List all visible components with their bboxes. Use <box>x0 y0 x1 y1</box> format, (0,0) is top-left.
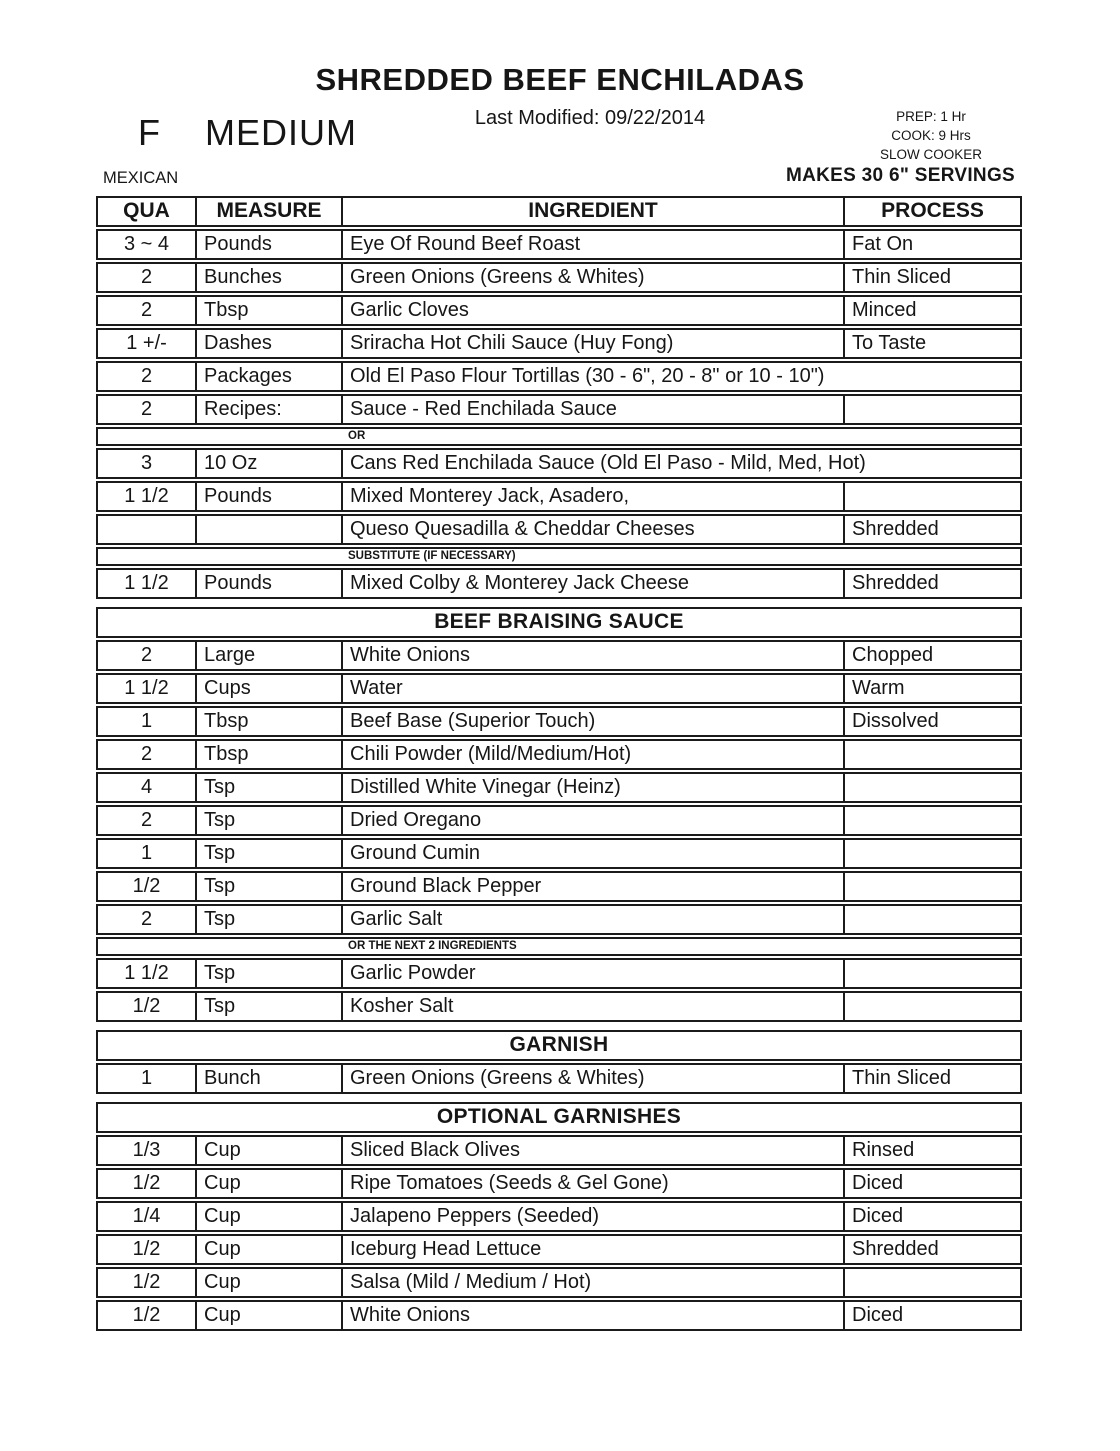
measure-cell: Bunches <box>197 264 343 291</box>
process-cell <box>843 906 1020 933</box>
ingredient-cell: Chili Powder (Mild/Medium/Hot) <box>350 743 632 765</box>
measure-cell: Tsp <box>197 993 343 1020</box>
qty-cell: 2 <box>98 264 197 291</box>
measure-cell <box>197 516 343 543</box>
measure-cell: Cup <box>197 1137 343 1164</box>
ingredient-cell: Distilled White Vinegar (Heinz) <box>350 776 621 798</box>
note-row <box>96 937 1022 956</box>
column-header-row <box>96 196 1022 227</box>
measure-cell: Tbsp <box>197 741 343 768</box>
section-title-row <box>96 1030 1022 1061</box>
qty-cell: 1 1/2 <box>98 675 197 702</box>
note-text: OR <box>348 430 366 442</box>
servings-label: MAKES 30 6" SERVINGS <box>785 165 1015 186</box>
table-row <box>96 361 1022 392</box>
table-row <box>96 328 1022 359</box>
process-cell: Diced <box>843 1170 1020 1197</box>
qty-cell: 1 1/2 <box>98 483 197 510</box>
ingredient-cell: Dried Oregano <box>350 809 482 831</box>
qty-cell: 1/2 <box>98 1170 197 1197</box>
qty-cell: 2 <box>98 363 197 390</box>
process-cell: Dissolved <box>843 708 1020 735</box>
table-row <box>96 262 1022 293</box>
qty-cell: 1 +/- <box>98 330 197 357</box>
table-row <box>96 394 1022 425</box>
process-cell: Diced <box>843 1203 1020 1230</box>
process-cell <box>843 807 1020 834</box>
table-row <box>96 229 1022 260</box>
cuisine-label: MEXICAN <box>103 169 179 187</box>
qty-cell: 1/2 <box>98 993 197 1020</box>
section-title-row <box>96 1102 1022 1133</box>
measure-cell: Tsp <box>197 807 343 834</box>
qty-cell: 3 ~ 4 <box>98 231 197 258</box>
table-section <box>96 196 1022 599</box>
process-cell <box>843 993 1020 1020</box>
qty-cell: 1 <box>98 840 197 867</box>
qty-cell <box>98 516 197 543</box>
process-cell: Fat On <box>843 231 1020 258</box>
table-row <box>96 838 1022 869</box>
table-row <box>96 805 1022 836</box>
section-title-row <box>96 607 1022 638</box>
ingredient-cell: Sliced Black Olives <box>350 1139 521 1161</box>
table-row <box>96 871 1022 902</box>
note-row <box>96 547 1022 566</box>
qty-cell: 1/2 <box>98 1269 197 1296</box>
ingredient-cell: Salsa (Mild / Medium / Hot) <box>350 1271 592 1293</box>
process-cell: To Taste <box>843 330 1020 357</box>
measure-cell: Pounds <box>197 570 343 597</box>
qty-cell: 2 <box>98 396 197 423</box>
process-cell: Shredded <box>843 1236 1020 1263</box>
cook-time: COOK: 9 Hrs <box>891 128 971 143</box>
ingredient-cell: Garlic Salt <box>350 908 443 930</box>
table-row <box>96 991 1022 1022</box>
measure-cell: 10 Oz <box>197 450 343 477</box>
measure-cell: Bunch <box>197 1065 343 1092</box>
ingredient-tables <box>96 196 1022 1339</box>
ingredient-cell: Iceburg Head Lettuce <box>350 1238 542 1260</box>
table-section <box>96 607 1022 1022</box>
recipe-grade: F <box>138 112 160 153</box>
ingredient-cell: Jalapeno Peppers (Seeded) <box>350 1205 600 1227</box>
column-header-measure: MEASURE <box>197 198 343 225</box>
ingredient-cell: Ground Cumin <box>350 842 481 864</box>
note-text: SUBSTITUTE (IF NECESSARY) <box>348 550 516 562</box>
table-row <box>96 1135 1022 1166</box>
note-row <box>96 427 1022 446</box>
ingredient-cell: Mixed Monterey Jack, Asadero, <box>350 485 630 507</box>
qty-cell: 2 <box>98 807 197 834</box>
measure-cell: Dashes <box>197 330 343 357</box>
ingredient-cell: Old El Paso Flour Tortillas (30 - 6", 20 - 8" or 10 - 10") <box>350 365 825 387</box>
measure-cell: Tbsp <box>197 708 343 735</box>
ingredient-cell: Kosher Salt <box>350 995 454 1017</box>
table-row <box>96 448 1022 479</box>
column-header-process: PROCESS <box>843 198 1020 225</box>
process-cell <box>843 483 1020 510</box>
ingredient-cell: Cans Red Enchilada Sauce (Old El Paso - Mild, Med, Hot) <box>350 452 866 474</box>
measure-cell: Tsp <box>197 840 343 867</box>
section-title: BEEF BRAISING SAUCE <box>434 610 684 633</box>
ingredient-cell: Ripe Tomatoes (Seeds & Gel Gone) <box>350 1172 669 1194</box>
qty-cell: 2 <box>98 297 197 324</box>
measure-cell: Tsp <box>197 873 343 900</box>
measure-cell: Cup <box>197 1236 343 1263</box>
table-row <box>96 568 1022 599</box>
table-row <box>96 1300 1022 1331</box>
ingredient-cell: Green Onions (Greens & Whites) <box>350 266 645 288</box>
last-modified: Last Modified: 09/22/2014 <box>474 107 706 129</box>
ingredient-cell: Beef Base (Superior Touch) <box>350 710 596 732</box>
process-cell: Minced <box>843 297 1020 324</box>
process-cell <box>843 960 1020 987</box>
measure-cell: Pounds <box>197 483 343 510</box>
process-cell <box>843 741 1020 768</box>
cook-method: SLOW COOKER <box>879 147 982 162</box>
measure-cell: Tbsp <box>197 297 343 324</box>
qty-cell: 1 1/2 <box>98 960 197 987</box>
measure-cell: Tsp <box>197 906 343 933</box>
process-cell: Shredded <box>843 570 1020 597</box>
qty-cell: 3 <box>98 450 197 477</box>
section-title: GARNISH <box>509 1033 609 1056</box>
column-header-ingredient: INGREDIENT <box>528 199 658 222</box>
process-cell <box>843 873 1020 900</box>
ingredient-cell: Eye Of Round Beef Roast <box>350 233 581 255</box>
qty-cell: 1 <box>98 1065 197 1092</box>
measure-cell: Tsp <box>197 774 343 801</box>
table-row <box>96 1267 1022 1298</box>
prep-time: PREP: 1 Hr <box>896 109 966 124</box>
table-row <box>96 706 1022 737</box>
table-row <box>96 1168 1022 1199</box>
measure-cell: Recipes: <box>197 396 343 423</box>
process-cell <box>843 774 1020 801</box>
ingredient-cell: Queso Quesadilla & Cheddar Cheeses <box>350 518 695 540</box>
table-section <box>96 1102 1022 1331</box>
qty-cell: 1/2 <box>98 1302 197 1329</box>
measure-cell: Large <box>197 642 343 669</box>
page-title: SHREDDED BEEF ENCHILADAS <box>315 62 805 97</box>
qty-cell: 2 <box>98 741 197 768</box>
table-row <box>96 673 1022 704</box>
ingredient-cell: White Onions <box>350 644 471 666</box>
ingredient-cell: Water <box>350 677 403 699</box>
process-cell: Shredded <box>843 516 1020 543</box>
note-text: OR THE NEXT 2 INGREDIENTS <box>348 940 517 952</box>
process-cell: Diced <box>843 1302 1020 1329</box>
table-row <box>96 904 1022 935</box>
measure-cell: Cup <box>197 1170 343 1197</box>
qty-cell: 1 1/2 <box>98 570 197 597</box>
table-section <box>96 1030 1022 1094</box>
ingredient-cell: Green Onions (Greens & Whites) <box>350 1067 645 1089</box>
table-row <box>96 1234 1022 1265</box>
measure-cell: Cup <box>197 1203 343 1230</box>
table-row <box>96 1201 1022 1232</box>
measure-cell: Cup <box>197 1269 343 1296</box>
qty-cell: 4 <box>98 774 197 801</box>
process-cell: Thin Sliced <box>843 264 1020 291</box>
qty-cell: 2 <box>98 642 197 669</box>
column-header-qua: QUA <box>98 198 197 225</box>
measure-cell: Cups <box>197 675 343 702</box>
ingredient-cell: Garlic Powder <box>350 962 476 984</box>
table-row <box>96 958 1022 989</box>
ingredient-cell: Sauce - Red Enchilada Sauce <box>350 398 617 420</box>
process-cell: Chopped <box>843 642 1020 669</box>
process-cell <box>843 840 1020 867</box>
ingredient-cell: Sriracha Hot Chili Sauce (Huy Fong) <box>350 332 674 354</box>
process-cell <box>843 396 1020 423</box>
qty-cell: 2 <box>98 906 197 933</box>
process-cell: Warm <box>843 675 1020 702</box>
qty-cell: 1/2 <box>98 873 197 900</box>
table-row <box>96 1063 1022 1094</box>
measure-cell: Cup <box>197 1302 343 1329</box>
ingredient-cell: Mixed Colby & Monterey Jack Cheese <box>350 572 690 594</box>
qty-cell: 1/2 <box>98 1236 197 1263</box>
ingredient-cell: Ground Black Pepper <box>350 875 542 897</box>
measure-cell: Pounds <box>197 231 343 258</box>
process-cell <box>843 1269 1020 1296</box>
prep-cook-block <box>845 107 1017 164</box>
table-row <box>96 514 1022 545</box>
process-cell: Thin Sliced <box>843 1065 1020 1092</box>
table-row <box>96 772 1022 803</box>
qty-cell: 1/3 <box>98 1137 197 1164</box>
ingredient-cell: White Onions <box>350 1304 471 1326</box>
measure-cell: Tsp <box>197 960 343 987</box>
qty-cell: 1 <box>98 708 197 735</box>
table-row <box>96 739 1022 770</box>
ingredient-cell: Garlic Cloves <box>350 299 469 321</box>
table-row <box>96 481 1022 512</box>
heat-level: MEDIUM <box>205 112 357 153</box>
qty-cell: 1/4 <box>98 1203 197 1230</box>
measure-cell: Packages <box>197 363 343 390</box>
section-title: OPTIONAL GARNISHES <box>436 1105 682 1128</box>
table-row <box>96 295 1022 326</box>
process-cell: Rinsed <box>843 1137 1020 1164</box>
table-row <box>96 640 1022 671</box>
